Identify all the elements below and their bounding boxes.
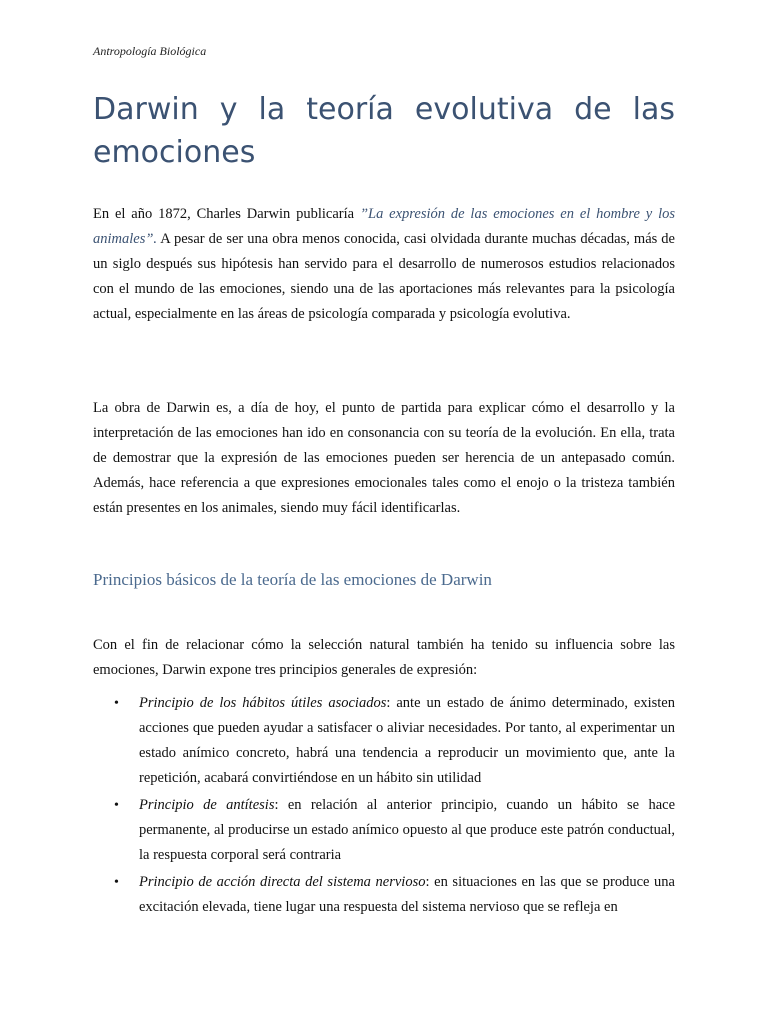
principle-text: : en situaciones en las que se produce una excitación elevada, tiene lugar una respuesta del sistema nervioso que se refleja en: [139, 874, 675, 915]
intro-rest: A pesar de ser una obra menos conocida, casi olvidada durante muchas décadas, más de un siglo después sus hipótesis han servido para el desarrollo de numerosos estudios relacionados con el mundo de las emociones, siendo una de las aportaciones más relevantes para la psicología actual, especialmente en las áreas de psicología comparada y psicología evolutiva.: [93, 231, 675, 322]
principle-term: Principio de acción directa del sistema nervioso: [139, 874, 426, 890]
bullet-icon: •: [114, 875, 119, 890]
principle-term: Principio de antítesis: [139, 797, 275, 813]
section-intro-paragraph: Con el fin de relacionar cómo la selección natural también ha tenido su influencia sobre las emociones, Darwin expone tres principios generales de expresión:: [93, 637, 675, 678]
list-item: [93, 870, 675, 920]
section-heading: Principios básicos de la teoría de las emociones de Darwin: [93, 570, 492, 589]
principle-text: : ante un estado de ánimo determinado, existen acciones que pueden ayudar a satisfacer o aliviar necesidades. Por tanto, al experimentar un estado anímico concreto, habrá una tendencia a reproducir un movimiento que, ante la repetición, acabará convirtiéndose en un hábito sin utilidad: [139, 695, 675, 786]
principles-list: [93, 691, 675, 922]
principle-term: Principio de los hábitos útiles asociados: [139, 695, 387, 711]
document-title: Darwin y la teoría evolutiva de las emociones: [93, 92, 675, 170]
intro-lead: En el año 1872, Charles Darwin publicaría: [93, 206, 360, 222]
body-paragraph: La obra de Darwin es, a día de hoy, el punto de partida para explicar cómo el desarrollo y la interpretación de las emociones han ido en consonancia con su teoría de la evolución. En ella, trata de demostrar que la expresión de las emociones pueden ser herencia de un antepasado común. Además, hace referencia a que expresiones emocionales tales como el enojo o la tristeza también están presentes en los animales, siendo muy fácil identificarlas.: [93, 400, 675, 516]
list-item: [93, 691, 675, 791]
intro-paragraph: [93, 202, 675, 327]
bullet-icon: •: [114, 798, 119, 813]
bullet-icon: •: [114, 696, 119, 711]
running-header: Antropología Biológica: [93, 44, 207, 58]
book-title: ”La expresión de las emociones en el hombre y los animales”.: [93, 206, 675, 247]
list-item: [93, 793, 675, 868]
principle-text: : en relación al anterior principio, cuando un hábito se hace permanente, al producirse un estado anímico opuesto al que produce este patrón conductual, la respuesta corporal será contraria: [139, 797, 675, 863]
